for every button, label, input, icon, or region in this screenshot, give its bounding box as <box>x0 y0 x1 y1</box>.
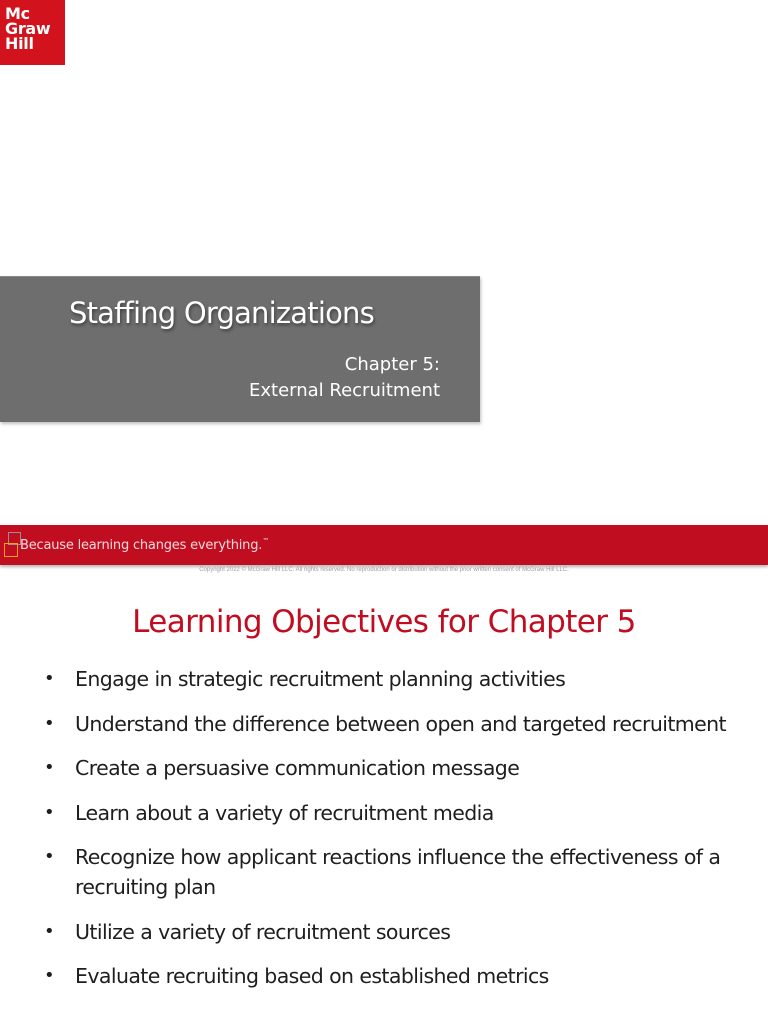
title-box <box>0 276 480 422</box>
bullet-icon: • <box>44 965 55 986</box>
chapter-number: Chapter 5: <box>344 354 440 375</box>
bullet-icon: • <box>44 920 55 942</box>
objectives-slide <box>0 576 768 1024</box>
tagline-text: Because learning changes everything. <box>20 538 263 553</box>
objectives-list <box>0 664 768 1006</box>
logo-line: Mc <box>5 4 30 23</box>
tagline-banner <box>0 525 768 565</box>
chapter-name: External Recruitment <box>248 380 440 401</box>
objective-text: Evaluate recruiting based on established metrics <box>75 964 549 988</box>
objective-item <box>0 917 768 947</box>
objective-text: Understand the difference between open and targeted recruitment <box>75 711 726 736</box>
objective-item <box>0 798 768 828</box>
objective-text: Utilize a variety of recruitment sources <box>75 919 451 944</box>
tagline <box>20 537 269 553</box>
bullet-icon: • <box>44 668 55 689</box>
objective-item <box>0 709 768 739</box>
book-title: Staffing Organizations <box>69 296 374 330</box>
bullet-icon: • <box>44 757 55 778</box>
orange-square-shape <box>4 543 18 557</box>
logo-line: Hill <box>5 34 34 53</box>
objective-item <box>0 664 768 694</box>
objective-text: Engage in strategic recruitment planning activities <box>75 667 566 691</box>
objective-text: Learn about a variety of recruitment media <box>75 800 494 825</box>
objective-item <box>0 842 768 902</box>
objective-text: Create a persuasive communication message <box>75 756 520 780</box>
bullet-icon: • <box>44 801 55 823</box>
objective-item <box>0 961 768 991</box>
bullet-icon: • <box>44 846 55 867</box>
trademark-symbol: ™ <box>262 537 269 545</box>
bullet-icon: • <box>44 712 55 734</box>
copyright-notice: Copyright 2022 © McGraw Hill LLC. All rights reserved. No reproduction or distribution without the prior written consent of McGraw Hill LLC. <box>199 567 569 573</box>
mcgraw-hill-logo <box>0 0 65 65</box>
chapter-subtitle <box>249 352 440 404</box>
objective-text: Recognize how applicant reactions influence the effectiveness of a recruiting plan <box>75 845 721 899</box>
logo-line: Graw <box>5 19 51 38</box>
objectives-title: Learning Objectives for Chapter 5 <box>132 604 636 640</box>
objective-item <box>0 753 768 783</box>
